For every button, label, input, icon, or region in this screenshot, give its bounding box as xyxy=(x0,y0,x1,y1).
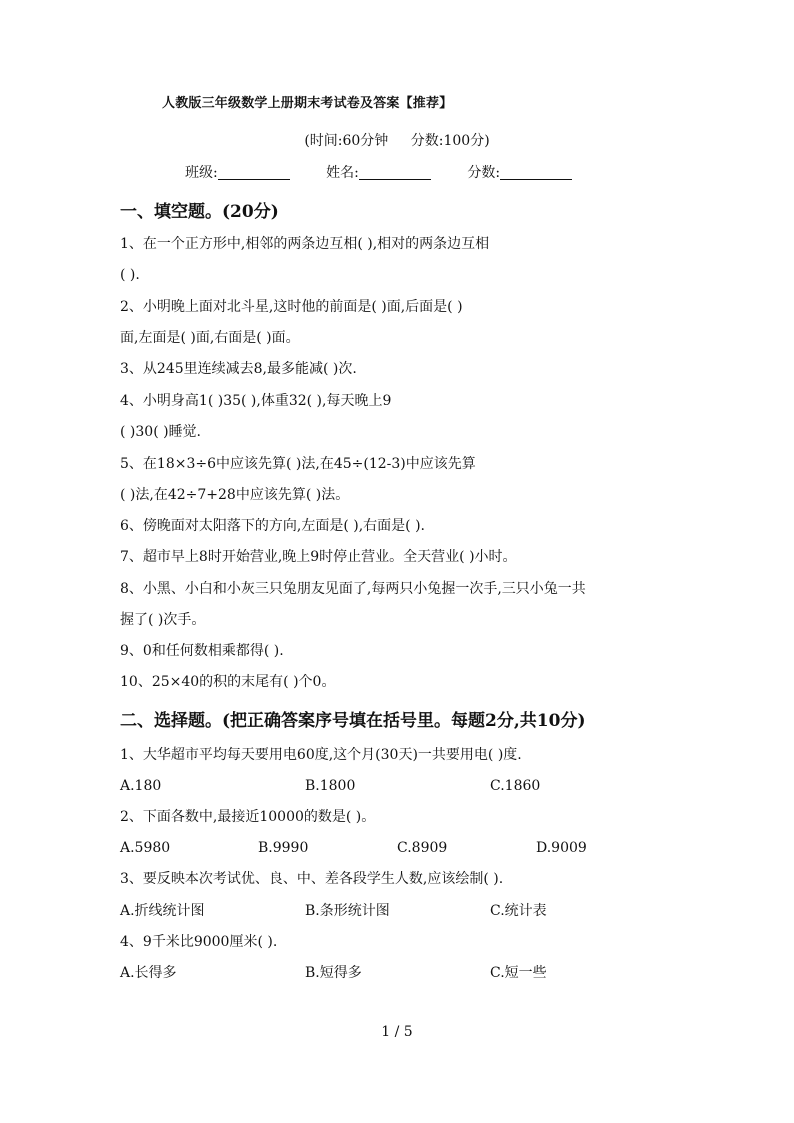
fill-question-line: 10、25×40的积的末尾有( )个0。 xyxy=(120,674,336,690)
fill-question-line: 6、傍晚面对太阳落下的方向,左面是( ),右面是( ). xyxy=(120,518,426,534)
option-a: A.长得多 xyxy=(120,965,177,981)
fill-question-line: 8、小黑、小白和小灰三只兔朋友见面了,每两只小兔握一次手,三只小兔一共 xyxy=(120,581,586,597)
option-a: A.180 xyxy=(120,778,162,794)
choice-question-3: 3、要反映本次考试优、良、中、差各段学生人数,应该绘制( ). xyxy=(120,871,504,887)
fill-question-line: 9、0和任何数相乘都得( ). xyxy=(120,643,284,659)
class-blank[interactable] xyxy=(218,165,290,180)
fill-question-line: 1、在一个正方形中,相邻的两条边互相( ),相对的两条边互相 xyxy=(120,236,490,252)
choice-question-2: 2、下面各数中,最接近10000的数是( )。 xyxy=(120,809,376,825)
total-score-label: 分数:100分) xyxy=(410,133,490,149)
option-b: B.条形统计图 xyxy=(305,903,390,919)
option-c: C.1860 xyxy=(490,778,541,794)
choice-question-4: 4、9千米比9000厘米( ). xyxy=(120,934,278,950)
fill-question-line: 握了( )次手。 xyxy=(120,612,206,628)
time-score-line xyxy=(0,130,794,150)
score-blank[interactable] xyxy=(500,165,572,180)
fill-question-line: 7、超市早上8时开始营业,晚上9时停止营业。全天营业( )小时。 xyxy=(120,549,517,565)
option-b: B.短得多 xyxy=(305,965,362,981)
fill-question-line: 4、小明身高1( )35( ),体重32( ),每天晚上9 xyxy=(120,393,392,409)
score-field xyxy=(467,162,572,182)
score-label: 分数: xyxy=(467,165,501,181)
class-label: 班级: xyxy=(185,165,218,181)
fill-question-line: 面,左面是( )面,右面是( )面。 xyxy=(120,330,300,346)
student-info-row xyxy=(185,162,604,182)
fill-question-line: 3、从245里连续减去8,最多能减( )次. xyxy=(120,361,357,377)
section-1-title: 一、填空题。(20分) xyxy=(120,202,279,222)
option-c: C.统计表 xyxy=(490,903,547,919)
name-field xyxy=(326,162,431,182)
document-title: 人教版三年级数学上册期末考试卷及答案【推荐】 xyxy=(162,96,453,111)
option-c: C.8909 xyxy=(397,840,448,856)
fill-question-line: ( )法,在42÷7+28中应该先算( )法。 xyxy=(120,487,350,503)
time-label: (时间:60分钟 xyxy=(304,133,389,149)
section-2-title: 二、选择题。(把正确答案序号填在括号里。每题2分,共10分) xyxy=(120,711,586,731)
name-label: 姓名: xyxy=(326,165,359,181)
name-blank[interactable] xyxy=(359,165,431,180)
fill-question-line: 2、小明晚上面对北斗星,这时他的前面是( )面,后面是( ) xyxy=(120,299,463,315)
fill-question-line: ( ). xyxy=(120,267,140,283)
fill-question-line: 5、在18×3÷6中应该先算( )法,在45÷(12-3)中应该先算 xyxy=(120,456,476,472)
option-b: B.9990 xyxy=(258,840,309,856)
choice-question-1: 1、大华超市平均每天要用电60度,这个月(30天)一共要用电( )度. xyxy=(120,747,522,763)
option-a: A.折线统计图 xyxy=(120,903,205,919)
option-a: A.5980 xyxy=(120,840,171,856)
option-c: C.短一些 xyxy=(490,965,547,981)
fill-question-line: ( )30( )睡觉. xyxy=(120,424,202,440)
class-field xyxy=(185,162,290,182)
page-number: 1 / 5 xyxy=(381,1024,413,1040)
option-b: B.1800 xyxy=(305,778,356,794)
option-d: D.9009 xyxy=(536,840,587,856)
